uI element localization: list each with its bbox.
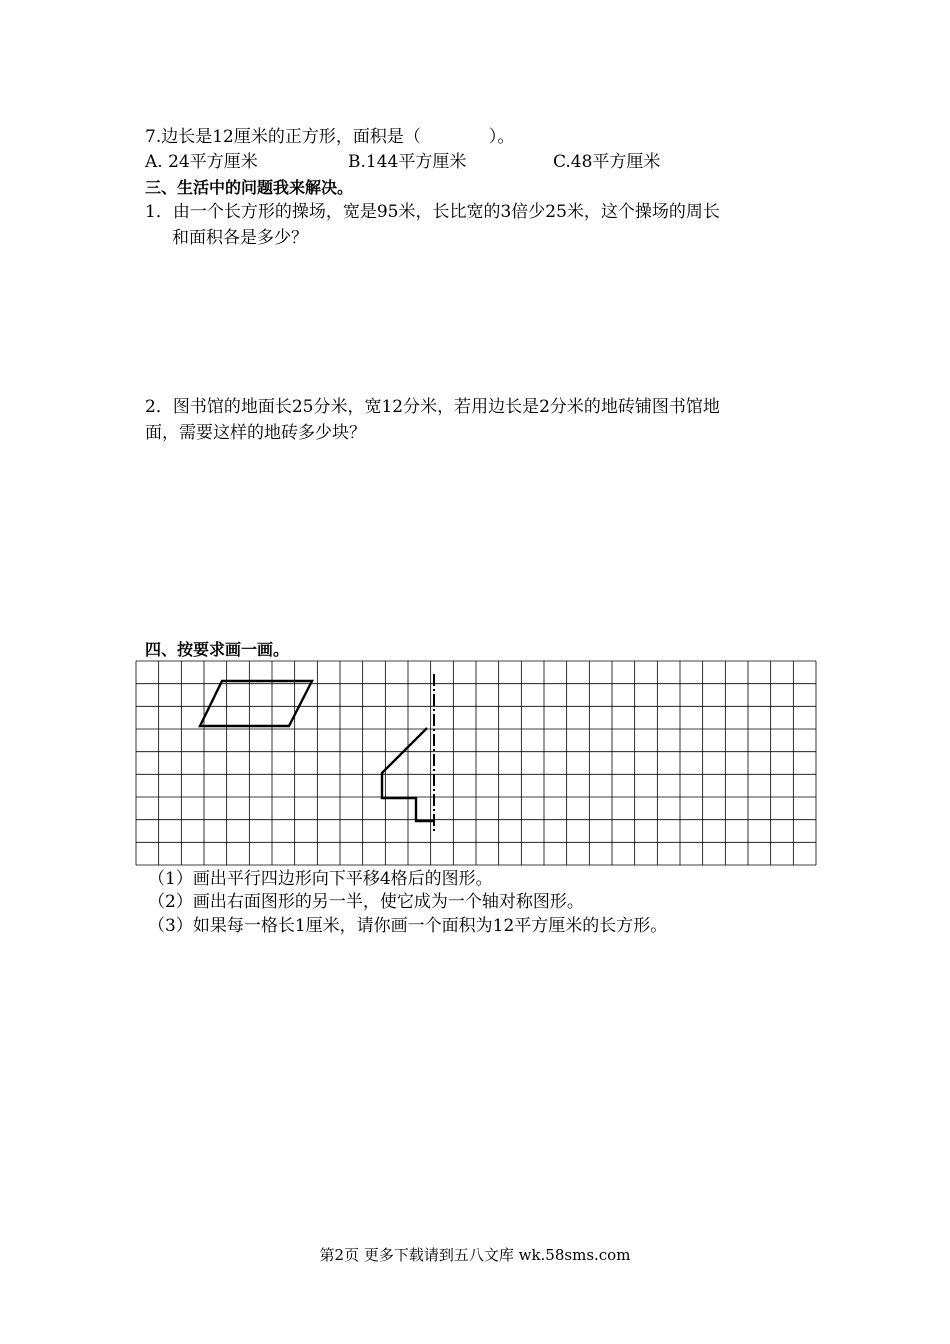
problem-2-line-2: 面，需要这样的地砖多少块？ (145, 423, 366, 443)
question-7-stem: 7.边长是12厘米的正方形，面积是（ ）。 (145, 127, 515, 147)
section-3-title: 三、生活中的问题我来解决。 (145, 178, 354, 197)
section-4-title: 四、按要求画一画。 (145, 640, 290, 659)
instruction-2: （2）画出右面图形的另一半，使它成为一个轴对称图形。 (148, 892, 584, 912)
option-a: A. 24平方厘米 (145, 152, 258, 172)
page-footer: 第2页 更多下载请到五八文库 wk.58sms.com (319, 1246, 631, 1264)
instruction-1: （1）画出平行四边形向下平移4格后的图形。 (148, 869, 493, 889)
instruction-3: （3）如果每一格长1厘米，请你画一个面积为12平方厘米的长方形。 (148, 916, 668, 936)
problem-1-line-2: 和面积各是多少？ (172, 228, 308, 248)
option-b: B.144平方厘米 (348, 152, 467, 172)
problem-1-line-1: 1．由一个长方形的操场，宽是95米，长比宽的3倍少25米，这个操场的周长 (145, 202, 720, 222)
drawing-grid[interactable] (135, 660, 817, 866)
parallelogram-shape (200, 681, 312, 726)
problem-2-line-1: 2．图书馆的地面长25分米，宽12分米，若用边长是2分米的地砖铺图书馆地 (145, 397, 720, 417)
option-c: C.48平方厘米 (553, 152, 661, 172)
